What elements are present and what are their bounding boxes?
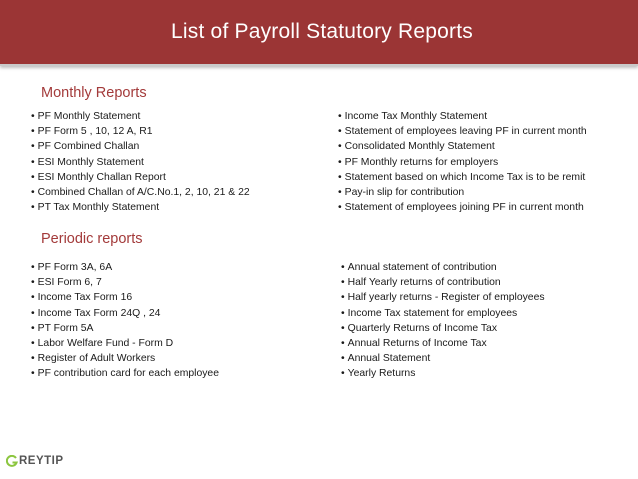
report-list-item: • Pay-in slip for contribution — [338, 185, 587, 200]
report-list-item: • PF Form 3A, 6A — [31, 260, 219, 275]
report-list-item: • PF contribution card for each employee — [31, 366, 219, 381]
logo-text: REYTIP — [19, 455, 64, 467]
report-list-item: • PT Tax Monthly Statement — [31, 200, 250, 215]
report-list-item: • Statement based on which Income Tax is to be remit — [338, 170, 587, 185]
report-list-item: • Income Tax Form 24Q , 24 — [31, 306, 219, 321]
report-list-item: • Statement of employees joining PF in current month — [338, 200, 587, 215]
report-list-item: • PF Monthly Statement — [31, 109, 250, 124]
report-list-item: • Annual statement of contribution — [341, 260, 545, 275]
report-list-item: • PF Combined Challan — [31, 139, 250, 154]
title-bar — [0, 0, 638, 66]
greytip-g-logo-icon — [6, 455, 18, 467]
report-list-item: • PT Form 5A — [31, 321, 219, 336]
page-title: List of Payroll Statutory Reports — [171, 20, 473, 43]
report-list-item: • Income Tax Form 16 — [31, 290, 219, 305]
periodic-reports-right-list — [341, 260, 545, 382]
report-list-item: • Income Tax statement for employees — [341, 306, 545, 321]
report-list-item: • Half yearly returns - Register of employees — [341, 290, 545, 305]
report-list-item: • Income Tax Monthly Statement — [338, 109, 587, 124]
monthly-reports-heading: Monthly Reports — [41, 85, 147, 101]
monthly-reports-left-list — [31, 109, 250, 215]
report-list-item: • ESI Monthly Challan Report — [31, 170, 250, 185]
report-list-item: • Half Yearly returns of contribution — [341, 275, 545, 290]
periodic-reports-heading: Periodic reports — [41, 231, 143, 247]
report-list-item: • Combined Challan of A/C.No.1, 2, 10, 21 & 22 — [31, 185, 250, 200]
report-list-item: • Consolidated Monthly Statement — [338, 139, 587, 154]
report-list-item: • PF Form 5 , 10, 12 A, R1 — [31, 124, 250, 139]
periodic-reports-left-list — [31, 260, 219, 382]
report-list-item: • Annual Statement — [341, 351, 545, 366]
monthly-reports-right-list — [338, 109, 587, 215]
report-list-item: • ESI Form 6, 7 — [31, 275, 219, 290]
report-list-item: • Quarterly Returns of Income Tax — [341, 321, 545, 336]
report-list-item: • ESI Monthly Statement — [31, 155, 250, 170]
report-list-item: • Labor Welfare Fund - Form D — [31, 336, 219, 351]
greytip-logo — [6, 455, 64, 467]
report-list-item: • Statement of employees leaving PF in current month — [338, 124, 587, 139]
report-list-item: • PF Monthly returns for employers — [338, 155, 587, 170]
report-list-item: • Register of Adult Workers — [31, 351, 219, 366]
report-list-item: • Annual Returns of Income Tax — [341, 336, 545, 351]
report-list-item: • Yearly Returns — [341, 366, 545, 381]
